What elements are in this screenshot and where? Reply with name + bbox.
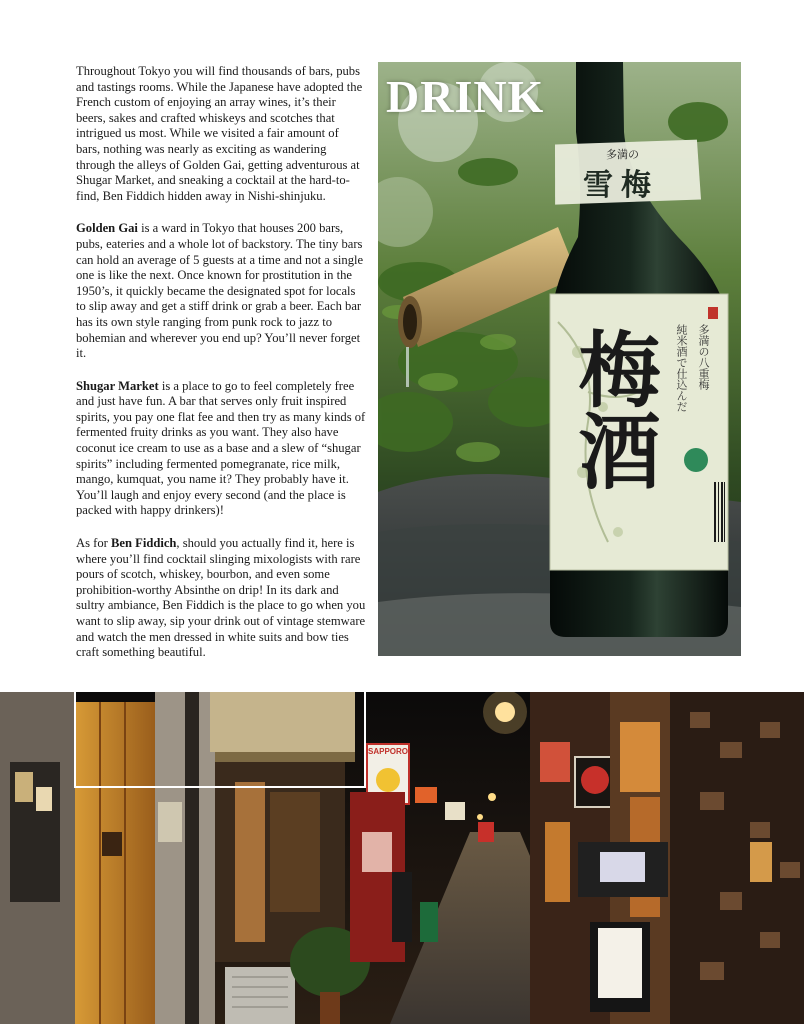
shugar-market-paragraph [76,379,366,519]
intro-paragraph [76,64,366,204]
intro-text: Throughout Tokyo you will find thousands of bars, pubs and tastings rooms. While the Japanese have adopted the French custom of enjoying an array wines, it’s their beers, sakes and crafted whiskeys and scotches that intrigued us most. While we visited a fair amount of bars, nothing was nearly as exciting as wandering through the alleys of Golden Gai, getting adventurous at Shugar Market, and sneaking a cocktail at the hard-to-find, Ben Fiddich hidden away in Nishi-shinjuku. [76,64,363,203]
label-side-text-2: 多満の八重梅 [697,324,710,390]
ben-fiddich-title: Ben Fiddich [110,536,177,551]
neck-label-brand-small: 多満の [606,148,639,161]
sake-bottle-photo [378,62,741,656]
shugar-market-text: is a place to go to feel completely free and just have fun. A bar that serves only fruit inspired spirits, you pay one flat fee and then try as many kinds of fermented fruity drinks as you want. They also have coconut ice cream to use as a base and a slew of “shugar spirits” including fermented pomegranate, rice milk, mango, kumquat, you name it? They probably have it. You’ll laugh and enjoy every second (and the place is packed with happy drinkers)! [76,378,366,518]
ben-fiddich-paragraph [76,536,366,661]
article-body [76,64,366,678]
ben-fiddich-text: , should you actually find it, here is where you’ll find cocktail slinging mixologists with rare pours of scotch, whiskey, bourbon, and even some prohibition-worthy Absinthe on drip! In its dark and sultry ambiance, Ben Fiddich is the place to go when you want to slip away, sip your drink out of vintage stemware and watch the men dressed in white suits and bow ties craft something beautiful. [76,536,366,660]
golden-gai-text: is a ward in Tokyo that houses 200 bars, pubs, eateries and a whole lot of backstory. The tiny bars can hold an average of 5 guests at a time and not a single one is like the next. Once known for prostitution in the 1950’s, it quickly became the designated spot for locals to slip away and get a stiff drink or grab a beer. Each bar has its own style ranging from punk rock to jazz to bohemian and wherever you end up? You’ll never forget it. [76,221,364,361]
decorative-frame [74,692,366,788]
neck-label-brand-large: 雪梅 [583,168,659,203]
label-side-text: 純米酒で仕込んだ [675,324,688,412]
shugar-market-title: Shugar Market [76,378,159,393]
golden-gai-title: Golden Gai [76,221,138,236]
section-heading: DRINK [386,71,545,122]
ben-fiddich-intro: As for [76,536,111,551]
sapporo-sign: SAPPORO [368,747,409,756]
label-main-kanji: 梅酒 [565,327,661,491]
golden-gai-paragraph [76,221,366,361]
